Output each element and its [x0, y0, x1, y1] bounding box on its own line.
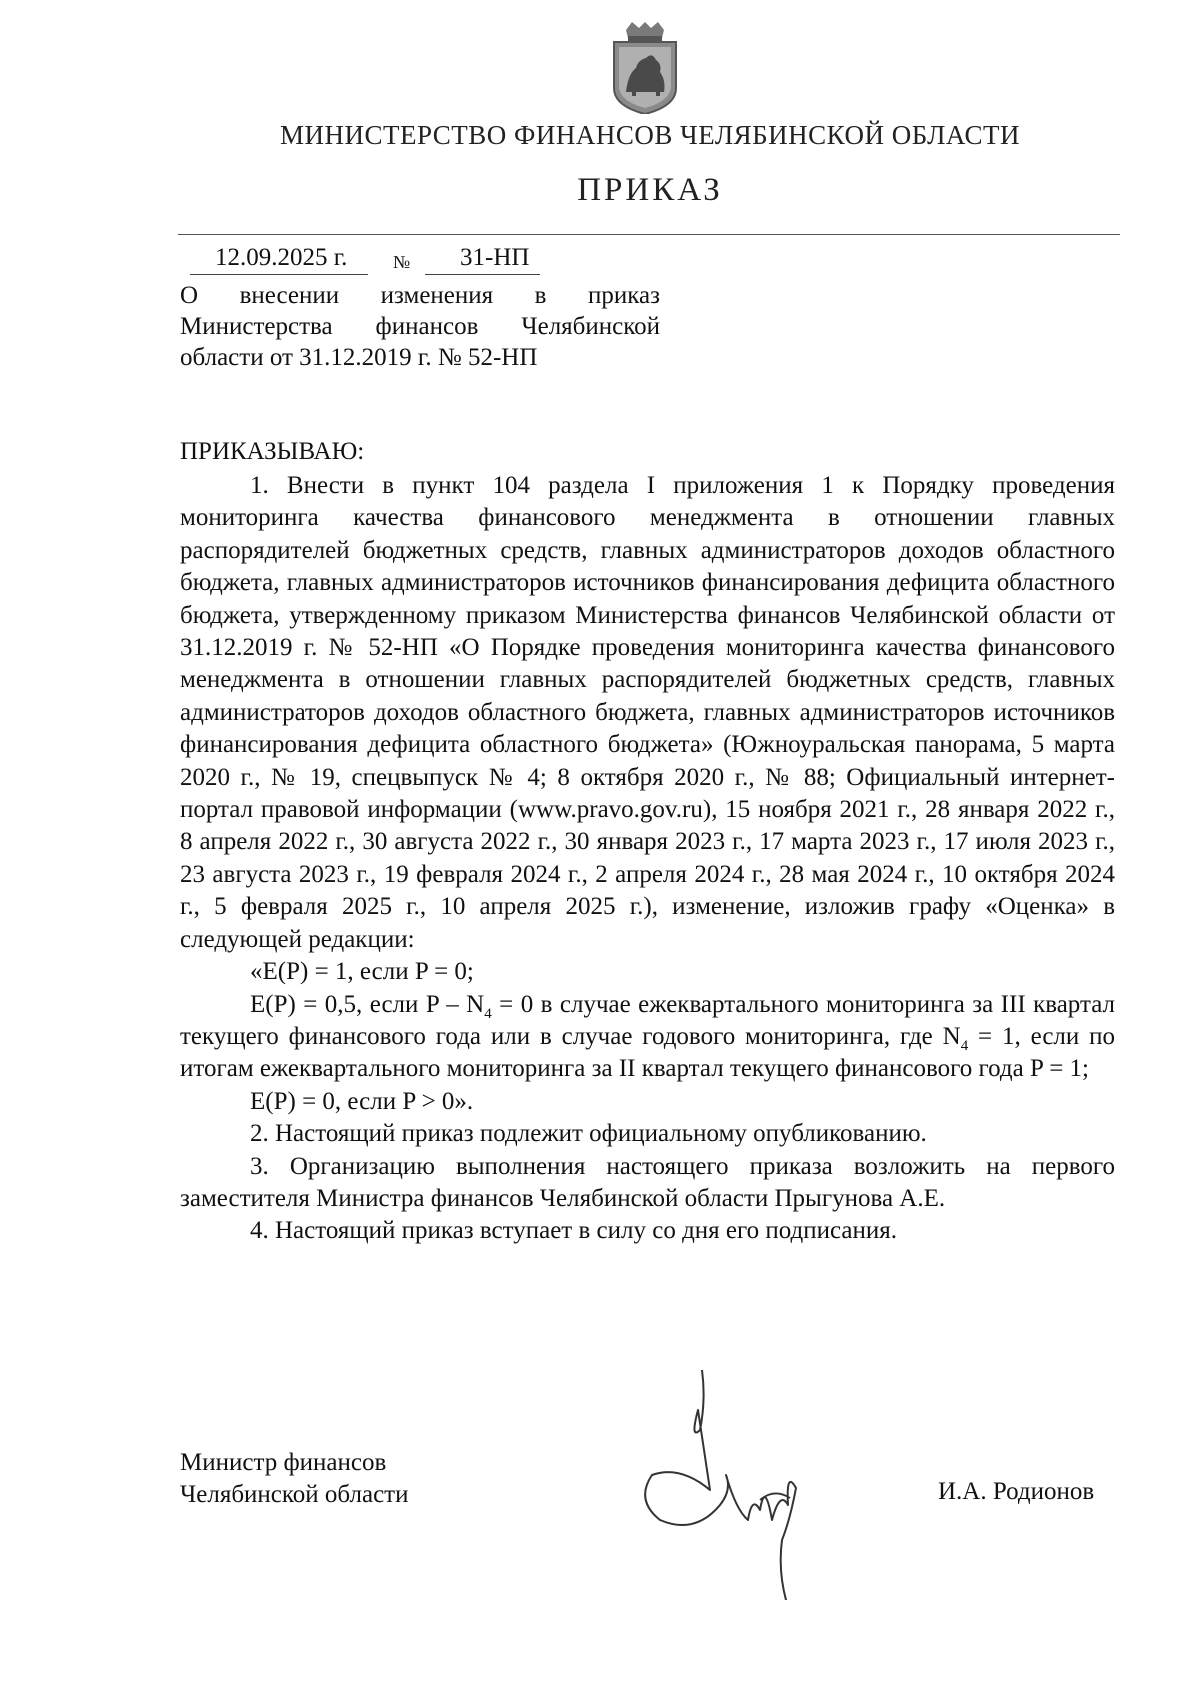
paragraph-2: 2. Настоящий приказ подлежит официальному опубликованию. — [250, 1120, 927, 1148]
ministry-name: МИНИСТЕРСТВО ФИНАНСОВ ЧЕЛЯБИНСКОЙ ОБЛАСТИ — [279, 120, 1021, 150]
formula-1: «E(P) = 1, если P = 0; — [250, 958, 474, 986]
number-sign: № — [393, 252, 411, 272]
formula-3: E(P) = 0, если P > 0». — [250, 1087, 474, 1115]
paragraph-3: 3. Организацию выполнения настоящего приказа возложить на первого заместителя Министра финансов Челябинской области Прыгунова А.Е. — [180, 1152, 1115, 1212]
subject-line: области от 31.12.2019 г. № 52-НП — [180, 344, 538, 371]
order-word: ПРИКАЗЫВАЮ: — [180, 438, 365, 465]
order-body — [180, 470, 1115, 1248]
chelyabinsk-coat-of-arms-icon — [612, 22, 678, 114]
header-divider — [178, 234, 1120, 235]
subject-line: Министерства финансов Челябинской — [180, 313, 660, 340]
formula-2 — [180, 989, 1115, 1086]
signatory-title — [180, 1447, 408, 1511]
handwritten-signature — [640, 1370, 840, 1600]
document-type: ПРИКАЗ — [577, 172, 723, 208]
signatory-title-line: Министр финансов — [180, 1449, 387, 1476]
number-underline — [425, 274, 540, 275]
date-underline — [190, 274, 368, 275]
subscript: 4 — [484, 1005, 492, 1022]
order-subject — [180, 280, 660, 373]
formula-2-part: = 1, если по итогам ежеквартального мониторинга за II квартал текущего финансового года P = 1; — [180, 1022, 1115, 1083]
subscript: 4 — [960, 1037, 969, 1054]
formula-2-part: E(P) = 0,5, если P – N — [250, 990, 485, 1018]
signatory-title-line: Челябинской области — [180, 1481, 409, 1508]
order-date: 12.09.2025 г. — [215, 244, 348, 271]
paragraph-1: 1. Внести в пункт 104 раздела I приложения 1 к Порядку проведения мониторинга качества финансового менеджмента в отношении главных распорядителей бюджетных средств, главных администраторов доходов областного бюджета, главных администраторов источников финансирования дефицита областного бюджета, утвержденному приказом Министерства финансов Челябинской области от 31.12.2019 г. № 52-НП «О Порядке проведения мониторинга качества финансового менеджмента в отношении главных распорядителей бюджетных средств, главных администраторов доходов областного бюджета, главных администраторов источников финансирования дефицита областного бюджета» (Южноуральская панорама, 5 марта 2020 г., № 19, спецвыпуск № 4; 8 октября 2020 г., № 88; Официальный интернет-портал правовой информации (www.pravo.gov.ru), 15 ноября 2021 г., 28 января 2022 г., 8 апреля 2022 г., 30 августа 2022 г., 30 января 2023 г., 17 марта 2023 г., 17 июля 2023 г., 23 августа 2023 г., 19 февраля 2024 г., 2 апреля 2024 г., 28 мая 2024 г., 10 октября 2024 г., 5 февраля 2025 г., 10 апреля 2025 г.), изменение, изложив графу «Оценка» в следующей редакции: — [180, 472, 1115, 953]
order-number: 31-НП — [460, 244, 530, 271]
signatory-name: И.А. Родионов — [938, 1478, 1095, 1505]
subject-line: О внесении изменения в приказ — [180, 282, 660, 309]
paragraph-4: 4. Настоящий приказ вступает в силу со дня его подписания. — [250, 1217, 898, 1245]
formula-2-part: = 0 в случае ежеквартального мониторинга за III квартал текущего финансового года или в случае годового мониторинга, где N — [180, 990, 1116, 1050]
